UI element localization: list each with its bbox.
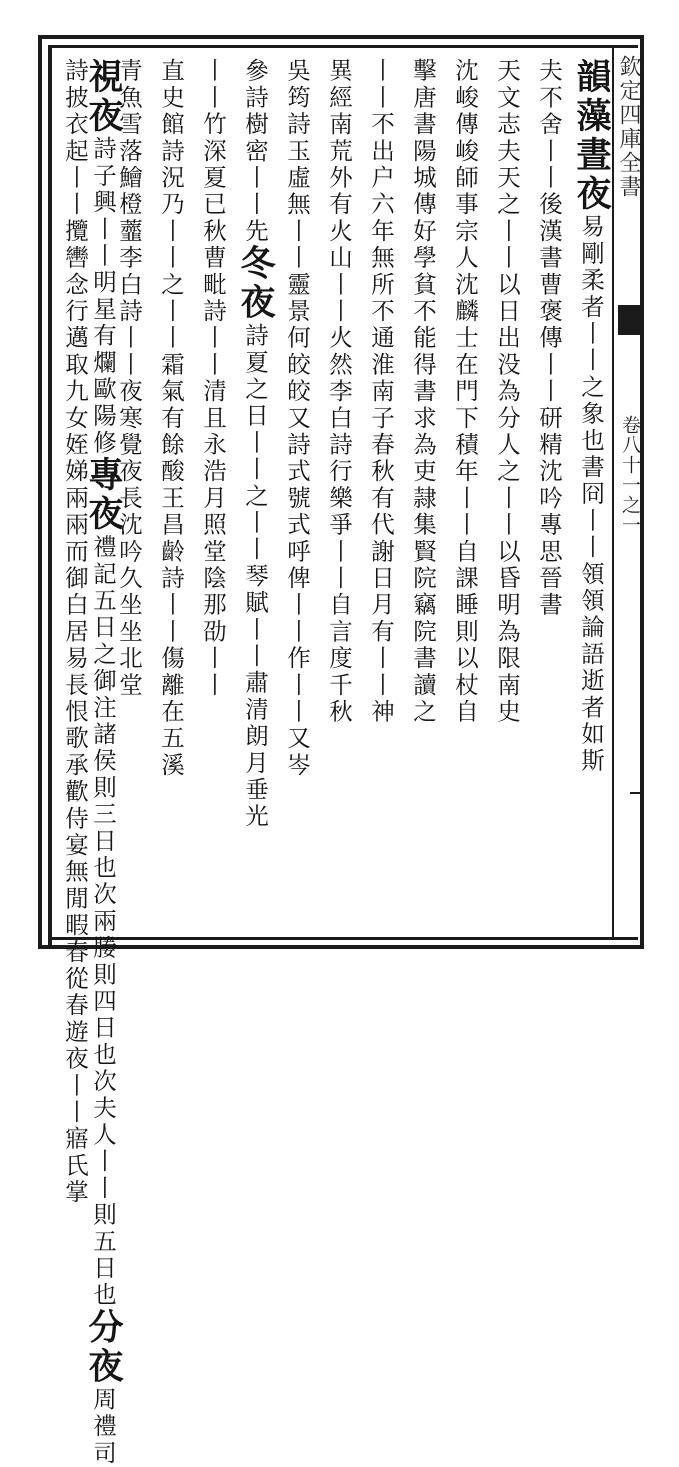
inner-bottom-rule: [48, 937, 638, 940]
entry-heading: 冬夜: [235, 244, 275, 323]
text-column-5: [406, 58, 440, 933]
body-text: 丨丨竹深夏已秋: [199, 58, 227, 245]
text-column-9: [235, 58, 275, 933]
fold-volume-label: 卷八十一之一: [619, 415, 641, 535]
body-text: 異經南荒外有火山丨丨火然李白詩行樂爭丨丨自言度千秋: [325, 58, 353, 726]
body-text: 參詩樹密丨丨先: [241, 58, 269, 245]
body-text: 禮記五日之御注諸侯: [89, 534, 117, 775]
text-column-7: [322, 58, 356, 933]
body-text: 白居易長恨歌承歡侍宴無閒暇春從春遊夜丨丨: [61, 592, 89, 1127]
text-column-1: [571, 58, 611, 933]
body-text: 夫不舍丨丨後漢書曹褒傳丨丨研精沈吟專思晉書: [535, 58, 563, 619]
body-text: 詩披衣起丨丨攬轡念行邁: [61, 58, 89, 352]
text-column-3: [490, 58, 524, 933]
entry-heading: 晝夜: [571, 136, 611, 214]
inner-top-rule: [48, 45, 638, 48]
body-text: 易剛柔者丨丨之象也書冏丨丨領領論語逝者如斯: [577, 214, 605, 775]
inner-left-rule: [48, 45, 52, 947]
fold-tick-mark: [630, 792, 644, 794]
entry-heading: 韻藻: [571, 58, 611, 136]
body-text: 直史館詩況乃丨丨之丨丨霜氣有餘酸王昌齡詩丨丨傷離在五溪: [157, 58, 185, 779]
text-column-4: [448, 58, 482, 933]
body-text: 詩夏之日丨丨之丨丨琴賦丨丨肅清朗月垂光: [241, 322, 269, 831]
fishtail-mark: [618, 305, 644, 335]
body-text: 詩子興丨丨明星有爛歐陽修: [89, 136, 117, 457]
text-column-6: [364, 58, 398, 933]
body-text: 天文志夫天之丨丨以日出没為分人之丨丨以昏明為限南史: [493, 58, 521, 726]
body-text: 擊唐書陽城傳好學貧不能得書求為吏隷集賢院竊院書讀之: [409, 58, 437, 726]
entry-heading: 分夜: [83, 1308, 123, 1387]
body-text: 則三日也次兩媵則四日也次夫人丨丨則五日也: [89, 774, 117, 1309]
body-text: 曹毗詩丨丨清且永浩月照堂陰那劭丨丨: [199, 244, 227, 699]
body-text: 取九女姪娣兩兩而御: [61, 351, 89, 593]
body-text: 吳筠詩玉虛無丨丨靈景何皎皎又詩式號式呼俾丨丨作丨丨又岑: [283, 58, 311, 779]
body-text: 青魚雪落鱠橙虀李白詩丨丨夜寒覺夜長沈吟久坐坐北堂: [115, 58, 143, 699]
fold-book-title: 欽定四庫全書: [616, 55, 641, 199]
entry-heading: 專夜: [83, 456, 123, 535]
text-column-11: [154, 58, 188, 933]
text-column-14: [58, 58, 92, 1207]
text-column-2: [532, 58, 566, 933]
entry-heading: 視夜: [83, 58, 123, 136]
text-column-8: [280, 58, 314, 933]
body-text: 寤氏掌: [61, 1126, 89, 1207]
text-column-10: [196, 58, 230, 933]
body-text: 丨丨不出户六年無所不通淮南子春秋有代謝日月有丨丨神: [367, 58, 395, 726]
body-text: 沈峻傳峻師事宗人沈麟士在門下積年丨丨自課睡則以杖自: [451, 58, 479, 726]
body-text: 周禮司: [89, 1386, 117, 1467]
